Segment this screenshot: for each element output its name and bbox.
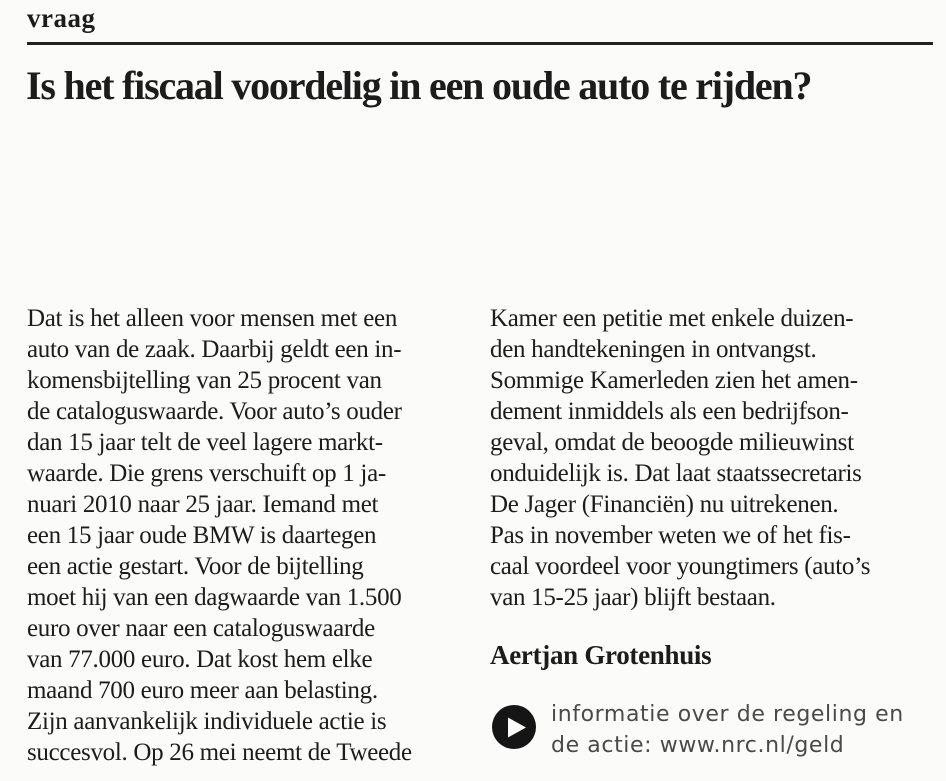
text-line: komensbijtelling van 25 procent van (27, 367, 382, 394)
text-line: geval, omdat de beoogde milieuwinst (490, 429, 854, 456)
article-headline: Is het fiscaal voordelig in een oude auto te rijden? (26, 63, 812, 108)
text-line: Sommige Kamerleden zien het amen- (490, 367, 858, 394)
text-line: waarde. Die grens verschuift op 1 ja- (27, 460, 386, 487)
text-line: informatie over de regeling en (551, 702, 904, 727)
footer-info-text (551, 699, 904, 761)
text-line: auto van de zaak. Daarbij geldt een in- (27, 336, 402, 363)
text-line: Kamer een petitie met enkele duizen- (490, 305, 854, 332)
text-line: Pas in november weten we of het fis- (490, 522, 851, 549)
header-rule (27, 42, 933, 45)
article-column-right (490, 303, 930, 613)
info-footer (492, 699, 904, 761)
text-line: nuari 2010 naar 25 jaar. Iemand met (27, 491, 379, 518)
text-line: den handtekeningen in ontvangst. (490, 336, 817, 363)
text-line: De Jager (Financiën) nu uitrekenen. (490, 491, 839, 518)
text-line: succesvol. Op 26 mei neemt de Tweede (27, 739, 412, 766)
text-line: caal voordeel voor youngtimers (auto’s (490, 553, 871, 580)
text-line: de actie: www.nrc.nl/geld (551, 733, 845, 758)
text-line: moet hij van een dagwaarde van 1.500 (27, 584, 402, 611)
text-line: de cataloguswaarde. Voor auto’s ouder (27, 398, 402, 425)
text-line: onduidelijk is. Dat laat staatssecretaris (490, 460, 862, 487)
text-line: Zijn aanvankelijk individuele actie is (27, 708, 387, 735)
text-line: van 77.000 euro. Dat kost hem elke (27, 646, 373, 673)
text-line: van 15-25 jaar) blijft bestaan. (490, 584, 776, 611)
section-kicker: vraag (27, 3, 96, 33)
text-line: dement inmiddels als een bedrijfson- (490, 398, 849, 425)
text-line: Dat is het alleen voor mensen met een (27, 305, 398, 332)
author-byline: Aertjan Grotenhuis (490, 640, 712, 670)
text-line: een actie gestart. Voor de bijtelling (27, 553, 364, 580)
article-column-left (27, 303, 457, 768)
text-line: dan 15 jaar telt de veel lagere markt- (27, 429, 383, 456)
play-icon (492, 705, 536, 749)
text-line: een 15 jaar oude BMW is daartegen (27, 522, 377, 549)
text-line: euro over naar een cataloguswaarde (27, 615, 375, 642)
text-line: maand 700 euro meer aan belasting. (27, 677, 378, 704)
